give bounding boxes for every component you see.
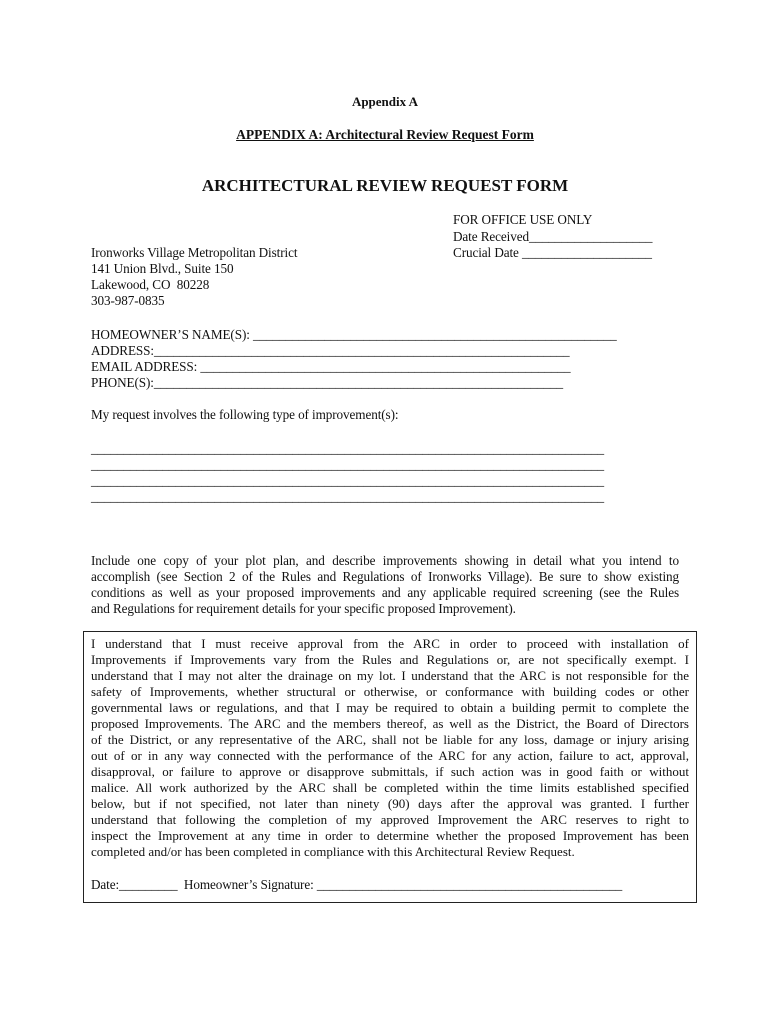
disclaimer-line: Improvements if Improvements vary from the Rules and Regulations or, are not specifically exempt. I [91, 652, 689, 667]
improvement-line[interactable]: _______________________________________________________________________________ [91, 489, 605, 504]
disclaimer-line: out of or in any way connected with the performance of the ARC for any action, failure to act, approval, [91, 748, 689, 763]
appendix-label: Appendix A [351, 94, 419, 109]
disclaimer-line: malice. All work authorized by the ARC shall be completed within the time limits established specified [91, 780, 689, 795]
disclaimer-line: I understand that I must receive approval from the ARC in order to proceed with installation of [91, 636, 689, 651]
appendix-title: APPENDIX A: Architectural Review Request Form [236, 127, 534, 142]
improvement-line[interactable]: _______________________________________________________________________________ [91, 441, 605, 456]
crucial-date-field[interactable]: Crucial Date ____________________ [453, 245, 652, 260]
disclaimer-line: safety of Improvements, whether structural or otherwise, or conformance with building codes or other [91, 684, 689, 699]
district-street: 141 Union Blvd., Suite 150 [91, 261, 234, 276]
email-field[interactable]: EMAIL ADDRESS: _________________________________________________________ [91, 359, 571, 374]
homeowner-name-field[interactable]: HOMEOWNER’S NAME(S): ________________________________________________________ [91, 327, 617, 342]
office-use-heading: FOR OFFICE USE ONLY [453, 212, 593, 227]
district-name: Ironworks Village Metropolitan District [91, 245, 298, 260]
instructions-line: and Regulations for requirement details for your specific proposed Improvement). [91, 601, 516, 616]
instructions-line: accomplish (see Section 2 of the Rules and Regulations of Ironworks Village). Be sure to show existing [91, 569, 679, 584]
phone-field[interactable]: PHONE(S):_______________________________________________________________ [91, 375, 563, 390]
acknowledgement-box [83, 631, 697, 903]
disclaimer-line: below, but if not specified, not later than ninety (90) days after the approval was granted. I further [91, 796, 689, 811]
disclaimer-line: disapproval, or failure to approve or disapprove submittals, if such action was in good faith or without [91, 764, 689, 779]
instructions-line: conditions as well as your proposed improvements and any applicable required screening (see the Rules [91, 585, 679, 600]
disclaimer-line: of the District, or any representative of the ARC, shall not be liable for any loss, damage or injury arising [91, 732, 689, 747]
disclaimer-line: governmental laws or regulations, and that I may be required to obtain a building permit to complete the [91, 700, 689, 715]
district-city: Lakewood, CO 80228 [91, 277, 210, 292]
improvement-line[interactable]: _______________________________________________________________________________ [91, 457, 605, 472]
address-field[interactable]: ADDRESS:________________________________________________________________ [91, 343, 570, 358]
disclaimer-line: proposed Improvements. The ARC and the members thereof, as well as the District, the Board of Directors [91, 716, 689, 731]
signature-line[interactable]: Date:_________ Homeowner’s Signature: _______________________________________________ [91, 877, 623, 892]
instructions-line: Include one copy of your plot plan, and describe improvements showing in detail what you intend to [91, 553, 679, 568]
disclaimer-line: understand that following the completion of my approved Improvement the ARC reserves to right to [91, 812, 689, 827]
disclaimer-line: inspect the Improvement at any time in order to determine whether the proposed Improvement has been [91, 828, 689, 843]
disclaimer-line: understand that I may not alter the drainage on my lot. I understand that the ARC is not responsible for the [91, 668, 689, 683]
form-title: ARCHITECTURAL REVIEW REQUEST FORM [201, 176, 569, 195]
district-phone: 303-987-0835 [91, 293, 165, 308]
improvement-line[interactable]: _______________________________________________________________________________ [91, 473, 605, 488]
date-received-field[interactable]: Date Received___________________ [453, 229, 653, 244]
disclaimer-line: completed and/or has been completed in compliance with this Architectural Review Request. [91, 844, 575, 859]
improvement-prompt: My request involves the following type of improvement(s): [91, 407, 399, 422]
